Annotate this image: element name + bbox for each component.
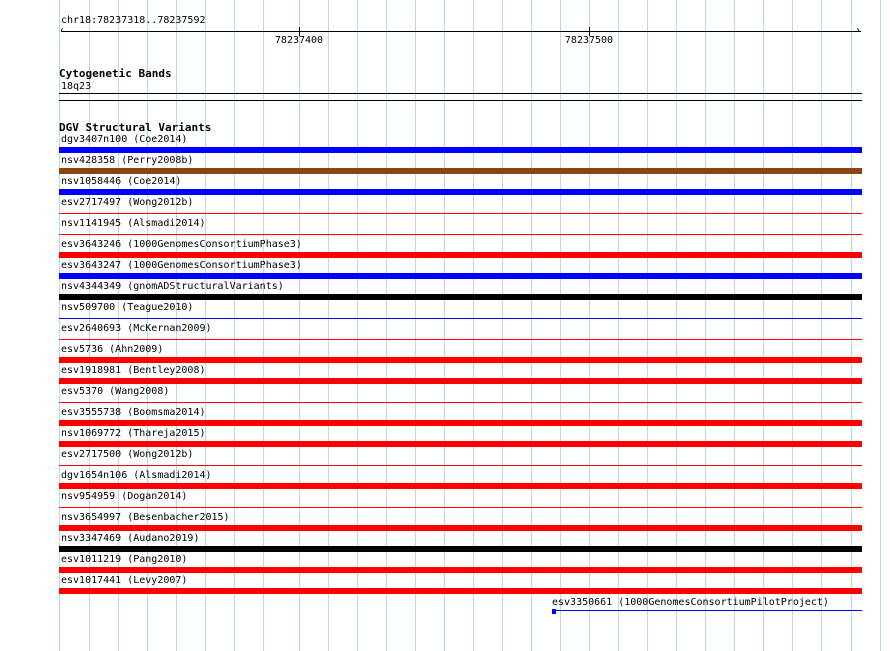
- ruler-right-arrow-icon[interactable]: ›: [855, 25, 862, 36]
- partial-variant-marker[interactable]: [552, 609, 556, 614]
- ruler-tick-label: 78237400: [274, 35, 324, 46]
- grid-line: [234, 0, 235, 651]
- ruler-tick-label: 78237500: [564, 35, 614, 46]
- grid-line: [263, 0, 264, 651]
- variant-label[interactable]: dgv1654n106 (Alsmadi2014): [61, 470, 212, 481]
- variant-bar[interactable]: [59, 567, 862, 573]
- variant-label[interactable]: esv2717500 (Wong2012b): [61, 449, 194, 460]
- grid-line: [618, 0, 619, 651]
- variant-bar[interactable]: [59, 465, 862, 466]
- grid-line: [763, 0, 764, 651]
- variant-label[interactable]: esv3643246 (1000GenomesConsortiumPhase3): [61, 239, 302, 250]
- grid-line: [647, 0, 648, 651]
- variant-label[interactable]: nsv3654997 (Besenbacher2015): [61, 512, 230, 523]
- variant-bar[interactable]: [59, 318, 862, 319]
- variant-bar[interactable]: [59, 294, 862, 300]
- variant-label[interactable]: nsv4344349 (gnomADStructuralVariants): [61, 281, 284, 292]
- grid-line: [560, 0, 561, 651]
- variant-label[interactable]: nsv428358 (Perry2008b): [61, 155, 194, 166]
- grid-line: [851, 0, 852, 651]
- variant-bar[interactable]: [59, 168, 862, 174]
- variant-bar[interactable]: [59, 213, 862, 214]
- cytoband-label[interactable]: 18q23: [61, 81, 92, 92]
- variant-bar[interactable]: [59, 357, 862, 363]
- variant-bar[interactable]: [59, 378, 862, 384]
- grid-line: [589, 0, 590, 651]
- variant-bar[interactable]: [59, 525, 862, 531]
- variant-label[interactable]: esv1918981 (Bentley2008): [61, 365, 206, 376]
- grid-line: [357, 0, 358, 651]
- grid-line: [705, 0, 706, 651]
- variant-label[interactable]: esv1011219 (Pang2010): [61, 554, 188, 565]
- grid-line: [473, 0, 474, 651]
- dgv-track-title: DGV Structural Variants: [59, 121, 212, 134]
- variant-bar[interactable]: [59, 402, 862, 403]
- variant-bar[interactable]: [59, 507, 862, 508]
- variant-bar[interactable]: [59, 234, 862, 235]
- variant-bar[interactable]: [59, 189, 862, 195]
- variant-label[interactable]: dgv3407n100 (Coe2014): [61, 134, 188, 145]
- variant-label[interactable]: nsv3347469 (Audano2019): [61, 533, 200, 544]
- variant-label[interactable]: esv5736 (Ahn2009): [61, 344, 164, 355]
- variant-label[interactable]: esv3643247 (1000GenomesConsortiumPhase3): [61, 260, 302, 271]
- variant-label[interactable]: nsv509700 (Teague2010): [61, 302, 194, 313]
- variant-label[interactable]: esv2640693 (McKernan2009): [61, 323, 212, 334]
- cytoband-track-title: Cytogenetic Bands: [59, 67, 172, 80]
- grid-line: [386, 0, 387, 651]
- variant-label[interactable]: esv1017441 (Levy2007): [61, 575, 188, 586]
- partial-variant-line[interactable]: [552, 610, 862, 611]
- variant-label[interactable]: nsv954959 (Dogan2014): [61, 491, 188, 502]
- variant-bar[interactable]: [59, 546, 862, 552]
- variant-bar[interactable]: [59, 339, 862, 340]
- grid-line: [328, 0, 329, 651]
- variant-bar[interactable]: [59, 147, 862, 153]
- variant-label[interactable]: esv3555738 (Boomsma2014): [61, 407, 206, 418]
- variant-bar[interactable]: [59, 420, 862, 426]
- variant-bar[interactable]: [59, 588, 862, 594]
- variant-label[interactable]: esv2717497 (Wong2012b): [61, 197, 194, 208]
- variant-label[interactable]: nsv1141945 (Alsmadi2014): [61, 218, 206, 229]
- variant-bar[interactable]: [59, 483, 862, 489]
- grid-line: [821, 0, 822, 651]
- grid-line: [59, 0, 60, 651]
- variant-bar[interactable]: [59, 441, 862, 447]
- grid-line: [415, 0, 416, 651]
- grid-line: [299, 0, 300, 651]
- track-divider: [59, 100, 862, 101]
- partial-variant-label[interactable]: esv3350661 (1000GenomesConsortiumPilotProject): [552, 597, 829, 608]
- ruler-line: [61, 31, 861, 32]
- grid-line: [444, 0, 445, 651]
- grid-line: [734, 0, 735, 651]
- ruler-left-arrow-icon[interactable]: ‹: [59, 25, 66, 36]
- variant-label[interactable]: nsv1069772 (Thareja2015): [61, 428, 206, 439]
- variant-bar[interactable]: [59, 252, 862, 258]
- grid-line: [880, 0, 881, 651]
- grid-line: [676, 0, 677, 651]
- grid-line: [792, 0, 793, 651]
- grid-line: [502, 0, 503, 651]
- variant-label[interactable]: esv5370 (Wang2008): [61, 386, 170, 397]
- region-coordinates: chr18:78237318..78237592: [61, 15, 206, 26]
- cytoband-bar[interactable]: [59, 93, 862, 94]
- grid-line: [531, 0, 532, 651]
- variant-label[interactable]: nsv1058446 (Coe2014): [61, 176, 182, 187]
- variant-bar[interactable]: [59, 273, 862, 279]
